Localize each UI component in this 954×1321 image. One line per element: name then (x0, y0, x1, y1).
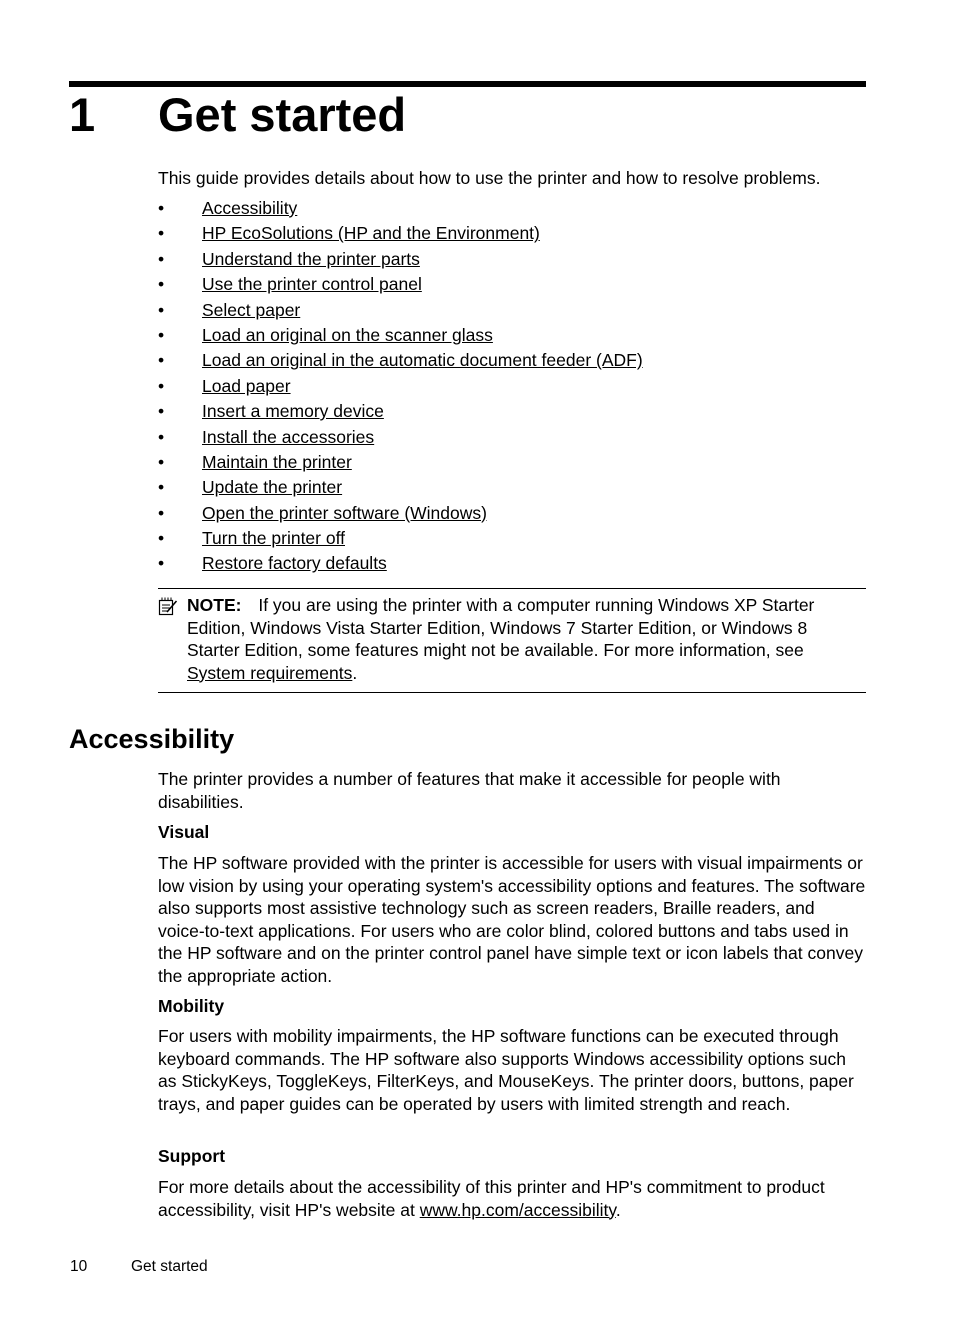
note-box (158, 588, 866, 693)
note-end: . (352, 662, 358, 683)
visual-text: The HP software provided with the printer is accessible for users with visual impairments or low vision by using your operating system's accessibility options and features. The software also supports most assistive technology such as screen readers, Braille readers, and voice-to-text applications. For users who are color blind, colored buttons and tabs used in the HP software and on the printer control panel have simple text or icon labels that convey the appropriate action. (158, 853, 866, 986)
support-heading: Support (158, 1146, 226, 1166)
link-update-printer[interactable]: Update the printer (202, 477, 343, 498)
link-factory-defaults[interactable]: Restore factory defaults (202, 553, 387, 574)
link-system-requirements[interactable]: System requirements (187, 662, 353, 683)
bullet: • (158, 350, 165, 371)
bullet: • (158, 502, 165, 523)
footer-chapter-title: Get started (131, 1258, 208, 1275)
link-accessibility[interactable]: Accessibility (202, 198, 298, 218)
link-maintain-printer[interactable]: Maintain the printer (202, 451, 352, 472)
link-control-panel[interactable]: Use the printer control panel (202, 274, 422, 295)
bullet: • (158, 477, 165, 498)
link-accessories[interactable]: Install the accessories (202, 426, 375, 447)
intro-text: This guide provides details about how to use the printer and how to resolve problems. (158, 168, 821, 188)
note-text (187, 594, 862, 684)
link-load-paper[interactable]: Load paper (202, 375, 291, 396)
support-body: For more details about the accessibility of this printer and HP's commitment to product accessibility, visit HP's website at (158, 1177, 825, 1220)
mobility-heading: Mobility (158, 996, 225, 1016)
bullet: • (158, 299, 165, 320)
note-body: If you are using the printer with a computer running Windows XP Starter Edition, Windows Vista Starter Edition, Windows 7 Starter Edition, or Windows 8 Starter Edition, some features might not be available. For more information, see (187, 595, 815, 660)
note-label: NOTE: (187, 595, 242, 615)
link-printer-software[interactable]: Open the printer software (Windows) (202, 502, 487, 523)
visual-heading: Visual (158, 822, 210, 842)
link-memory-device[interactable]: Insert a memory device (202, 401, 384, 422)
link-select-paper[interactable]: Select paper (202, 299, 301, 320)
support-text (158, 1176, 866, 1221)
link-hp-accessibility-website[interactable]: www.hp.com/accessibility (419, 1199, 616, 1220)
link-printer-off[interactable]: Turn the printer off (202, 528, 345, 549)
bullet: • (158, 553, 165, 574)
bullet: • (158, 248, 165, 269)
bullet: • (158, 451, 165, 472)
link-scanner-glass[interactable]: Load an original on the scanner glass (202, 324, 493, 345)
bullet: • (158, 198, 165, 218)
section-title-accessibility: Accessibility (69, 724, 235, 754)
note-pad-icon (158, 596, 178, 616)
link-hp-ecosolutions[interactable]: HP EcoSolutions (HP and the Environment) (202, 223, 540, 244)
link-printer-parts[interactable]: Understand the printer parts (202, 248, 420, 269)
bullet: • (158, 324, 165, 345)
bullet: • (158, 528, 165, 549)
chapter-rule (69, 81, 866, 87)
bullet: • (158, 375, 165, 396)
link-adf[interactable]: Load an original in the automatic document feeder (ADF) (202, 350, 643, 371)
support-end: . (615, 1199, 621, 1220)
accessibility-intro: The printer provides a number of features that make it accessible for people with disabilities. (158, 769, 781, 812)
bullet: • (158, 274, 165, 295)
bullet: • (158, 426, 165, 447)
chapter-title: Get started (158, 88, 407, 141)
bullet: • (158, 223, 165, 244)
chapter-number: 1 (69, 88, 96, 141)
bullet: • (158, 401, 165, 422)
footer-page-number: 10 (70, 1258, 88, 1275)
mobility-text: For users with mobility impairments, the HP software functions can be executed through keyboard commands. The HP software also supports Windows accessibility options such as StickyKeys, ToggleKeys, FilterKeys, and MouseKeys. The printer doors, buttons, paper trays, and paper guides can be operated by users with limited strength and reach. (158, 1026, 854, 1114)
